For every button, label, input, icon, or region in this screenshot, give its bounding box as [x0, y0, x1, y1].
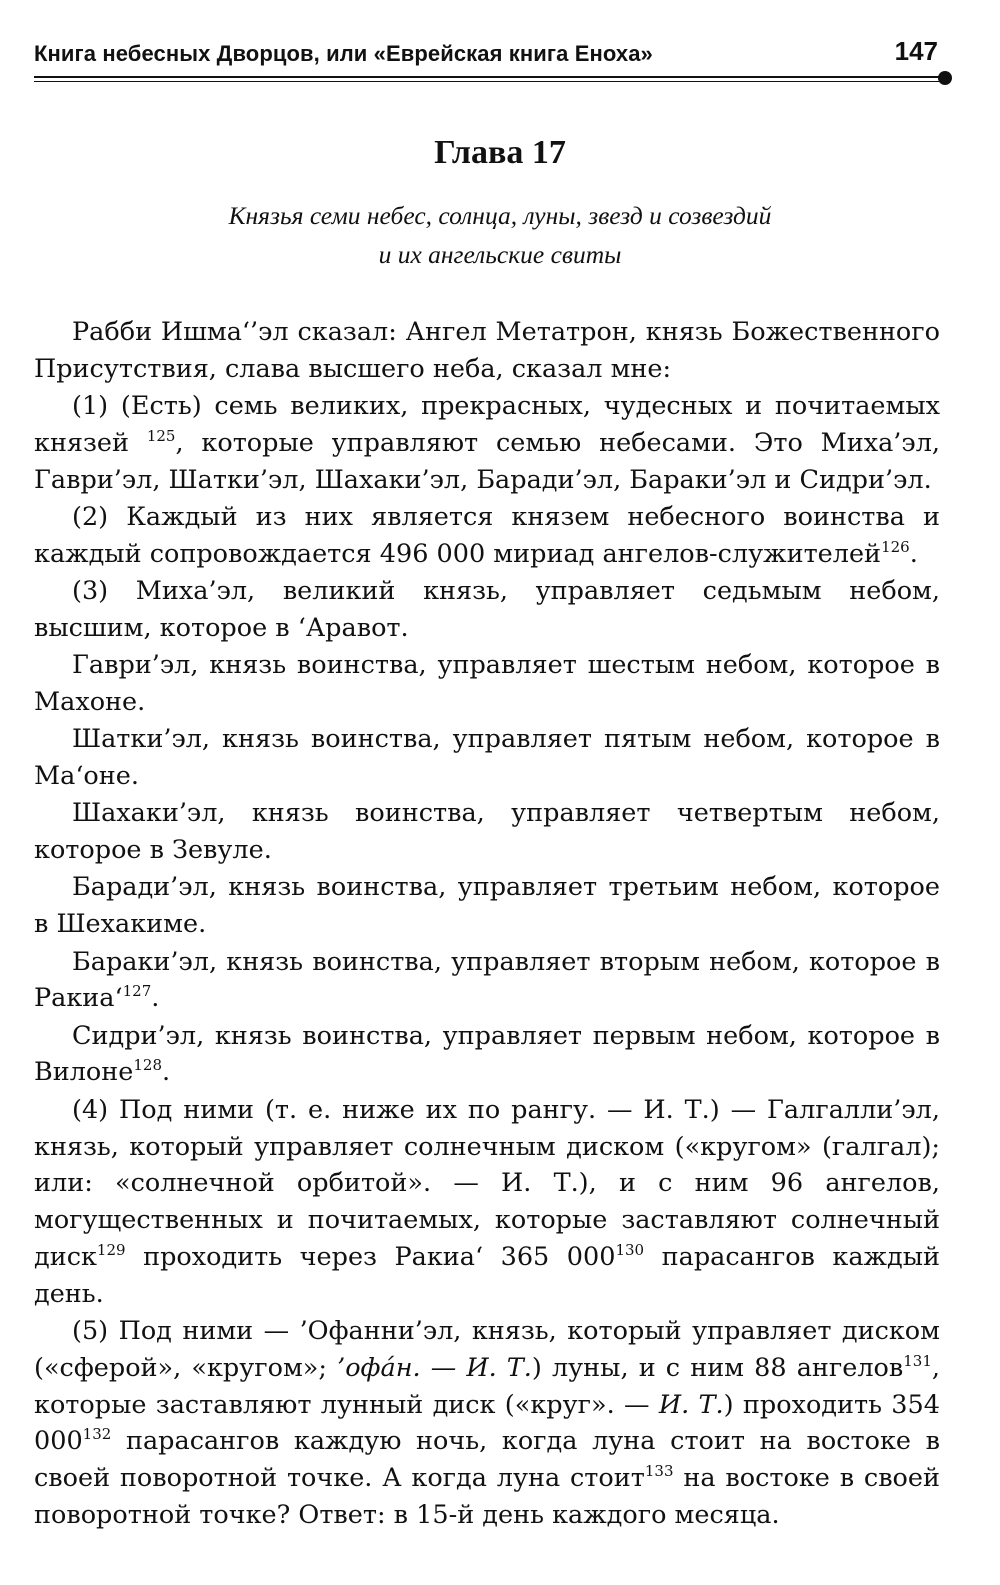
footnote-ref[interactable]: 132 [82, 1425, 112, 1444]
paragraph-text: (4) Под ними (т. е. ниже их по рангу. — И. Т.) — Галгалли’эл, князь, который управляет солнечным диском («кругом» (галгал); или: «солнечной орбитой». — И. Т.), и с ним 96 ангелов, могущественных и почитаемых, которые заставляют солнечный диск [34, 1094, 940, 1272]
paragraph-text: (2) Каждый из них является князем небесного воинства и каждый сопровождается 496 000 мириад ангелов-служителей [34, 501, 940, 569]
footnote-ref[interactable]: 128 [133, 1056, 163, 1075]
paragraph-4 [34, 1092, 940, 1313]
paragraph-text: . [151, 983, 160, 1014]
footnote-ref[interactable]: 130 [615, 1240, 645, 1259]
running-head [34, 36, 938, 67]
paragraph-text: Шахаки’эл, князь воинства, управляет четвертым небом, которое в Зевуле. [34, 798, 940, 866]
paragraph-italic: И. Т. [658, 1389, 724, 1420]
chapter-subtitle-line: и их ангельские свиты [378, 240, 622, 269]
paragraph-text: Сидри’эл, князь воинства, управляет первым небом, которое в Вилоне [34, 1020, 940, 1088]
footnote-ref[interactable]: 133 [644, 1462, 674, 1481]
paragraph-3 [34, 573, 940, 647]
chapter-body [34, 314, 940, 1534]
paragraph-text: (3) Миха’эл, великий князь, управляет седьмым небом, высшим, которое в ‘Аравот. [34, 576, 940, 643]
paragraph-text: Гаври’эл, князь воинства, управляет шестым небом, которое в Махоне. [34, 650, 940, 717]
chapter-subtitle [120, 196, 880, 274]
paragraph-text: проходить через Ракиа‘ 365 000 [125, 1241, 616, 1272]
footnote-ref[interactable]: 131 [903, 1351, 932, 1370]
footnote-ref[interactable]: 125 [146, 426, 176, 445]
paragraph-intro [34, 314, 940, 388]
paragraph-text: на востоке в своей поворотной точке? Ответ: в 15-й день каждого месяца. [34, 1463, 940, 1530]
paragraph-text: ) проходить 354 000 [34, 1389, 940, 1457]
paragraph-text: . [909, 538, 918, 569]
chapter-heading: Глава 17 [434, 134, 566, 171]
paragraph-text: парасангов каждую ночь, когда луна стоит на востоке в своей поворотной точке. А когда луна стоит [34, 1426, 940, 1494]
footnote-ref[interactable]: 129 [96, 1240, 126, 1259]
paragraph-text: парасангов каждый день. [34, 1241, 941, 1309]
paragraph-text: . [162, 1057, 171, 1088]
paragraph-2 [34, 499, 940, 573]
paragraph-text: ) луны, и с ним 88 ангелов [531, 1352, 904, 1383]
paragraph-barakiel [34, 944, 940, 1018]
footnote-ref[interactable]: 127 [122, 982, 152, 1001]
paragraph-sidriel [34, 1018, 940, 1092]
paragraph-italic: ’офáн. — И. Т. [337, 1352, 532, 1383]
paragraph-baradiel [34, 869, 940, 943]
paragraph-gavriel [34, 647, 940, 721]
paragraph-text: Рабби Ишма‘’эл сказал: Ангел Метатрон, князь Божественного Присутствия, слава высшего неба, сказал мне: [34, 317, 940, 384]
chapter-subtitle-line: Князья семи небес, солнца, луны, звезд и созвездий [228, 201, 772, 230]
book-title: Книга небесных Дворцов, или «Еврейская книга Еноха» [34, 41, 653, 66]
paragraph-text: Баради’эл, князь воинства, управляет третьим небом, которое в Шехакиме. [34, 872, 940, 940]
paragraph-text: , которые заставляют лунный диск («круг». — [34, 1352, 940, 1420]
paragraph-text: Шатки’эл, князь воинства, управляет пятым небом, которое в Ма‘оне. [34, 724, 940, 792]
paragraph-text: (1) (Есть) семь великих, прекрасных, чудесных и почитаемых князей [34, 391, 940, 458]
rule-end-dot [938, 71, 952, 85]
header-double-rule [34, 76, 946, 82]
paragraph-text: (5) Под ними — ’Офанни’эл, князь, который управляет диском («сферой», «кругом»; [34, 1316, 940, 1383]
paragraph-text: Бараки’эл, князь воинства, управляет вторым небом, которое в Ракиа‘ [34, 946, 940, 1014]
paragraph-text: , которые управляют семью небесами. Это Миха’эл, Гаври’эл, Шатки’эл, Шахаки’эл, Баради’эл, Бараки’эл и Сидри’эл. [34, 427, 940, 495]
footnote-ref[interactable]: 126 [881, 537, 910, 556]
paragraph-shahakiel [34, 795, 940, 869]
page-number: 147 [894, 36, 938, 66]
paragraph-shatkiel [34, 721, 940, 795]
paragraph-5 [34, 1313, 940, 1534]
paragraph-1 [34, 388, 940, 498]
